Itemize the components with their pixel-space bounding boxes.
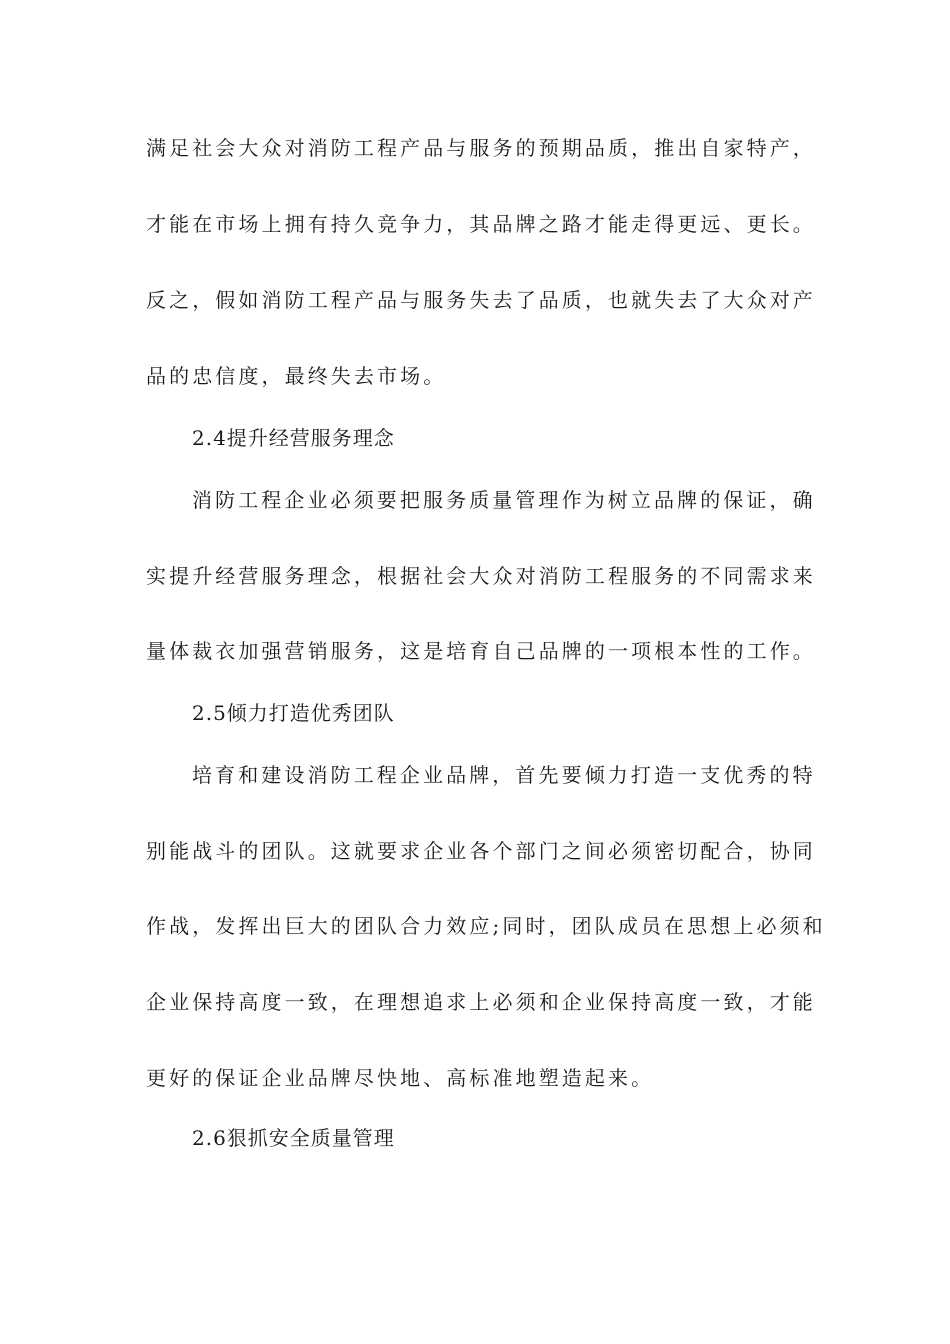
- paragraph-line: 别能战斗的团队。这就要求企业各个部门之间必须密切配合，协同: [146, 839, 816, 863]
- paragraph-line: 才能在市场上拥有持久竞争力，其品牌之路才能走得更远、更长。: [146, 212, 816, 236]
- paragraph-line: 更好的保证企业品牌尽快地、高标准地塑造起来。: [146, 1066, 655, 1090]
- paragraph-line: 企业保持高度一致，在理想追求上必须和企业保持高度一致，才能: [146, 990, 816, 1014]
- section-heading-2-6: 2.6狠抓安全质量管理: [192, 1126, 395, 1150]
- section-heading-2-4: 2.4提升经营服务理念: [192, 426, 395, 450]
- paragraph-line: 作战，发挥出巨大的团队合力效应;同时，团队成员在思想上必须和: [146, 914, 826, 938]
- paragraph-line: 满足社会大众对消防工程产品与服务的预期品质，推出自家特产，: [146, 136, 816, 160]
- section-heading-2-5: 2.5倾力打造优秀团队: [192, 701, 395, 725]
- paragraph-line: 反之，假如消防工程产品与服务失去了品质，也就失去了大众对产: [146, 288, 816, 312]
- paragraph-line: 量体裁衣加强营销服务，这是培育自己品牌的一项根本性的工作。: [146, 639, 816, 663]
- paragraph-line: 消防工程企业必须要把服务质量管理作为树立品牌的保证，确: [192, 488, 816, 512]
- paragraph-line: 实提升经营服务理念，根据社会大众对消防工程服务的不同需求来: [146, 564, 816, 588]
- paragraph-line: 品的忠信度，最终失去市场。: [146, 364, 447, 388]
- paragraph-line: 培育和建设消防工程企业品牌，首先要倾力打造一支优秀的特: [192, 763, 816, 787]
